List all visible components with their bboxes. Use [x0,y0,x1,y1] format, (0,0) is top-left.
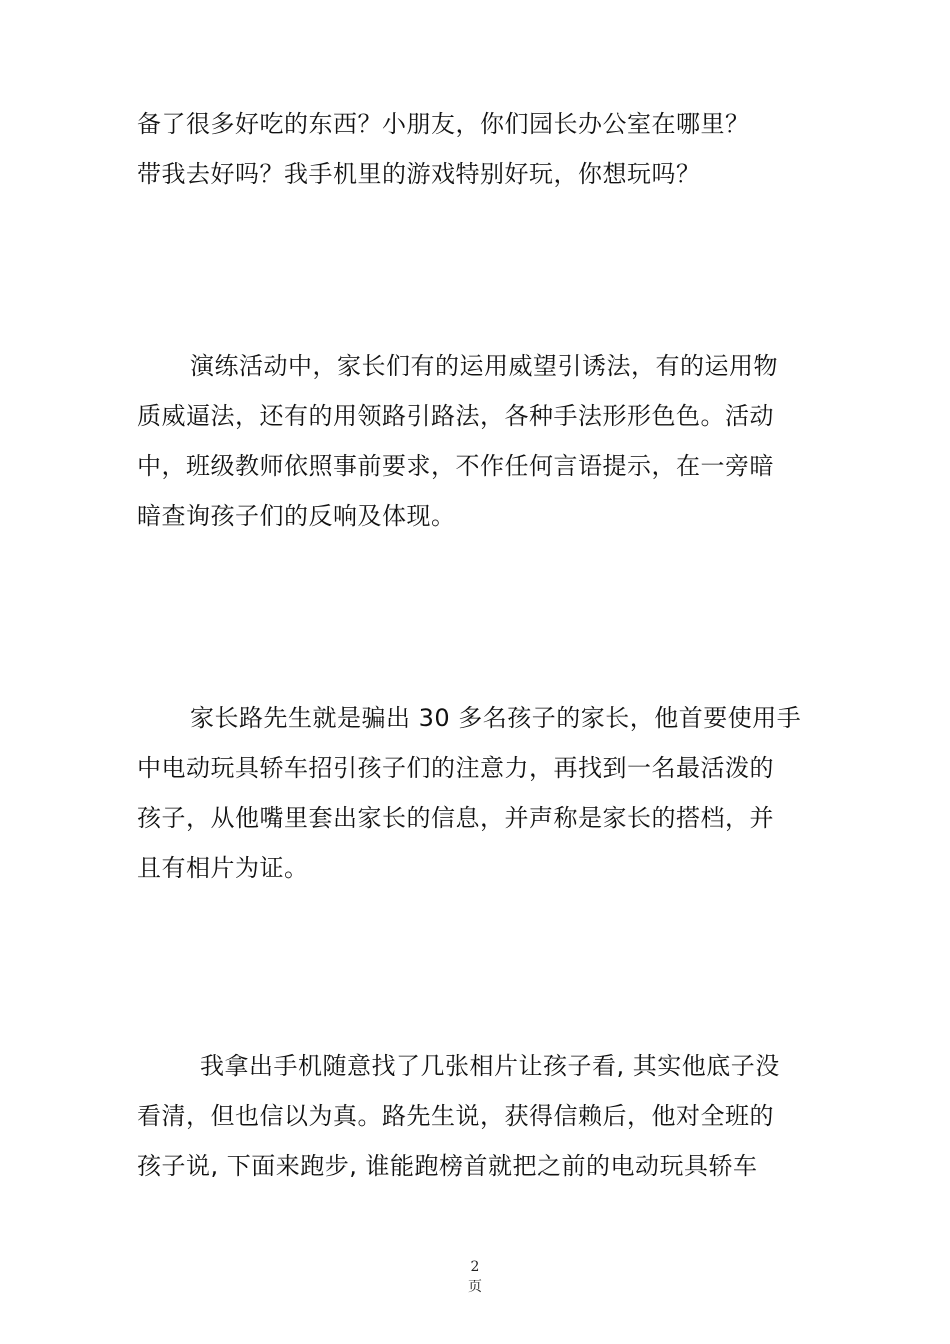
page-label: 页 [468,1279,482,1295]
paragraph-4-line-2: 看清，但也信以为真。路先生说，获得信赖后，他对全班的 [137,1102,774,1130]
paragraph-3-line-1: 家长路先生就是骗出 30 多名孩子的家长，他首要使用手 [190,704,802,732]
paragraph-4-line-3: 孩子说, 下面来跑步, 谁能跑榜首就把之前的电动玩具轿车 [137,1152,758,1180]
paragraph-1-line-2: 带我去好吗？我手机里的游戏特别好玩，你想玩吗？ [137,160,701,188]
page-number: 2 [470,1259,480,1275]
paragraph-3-line-4: 且有相片为证。 [137,854,309,882]
paragraph-2-line-4: 暗查询孩子们的反响及体现。 [137,502,456,530]
paragraph-3-line-3: 孩子，从他嘴里套出家长的信息，并声称是家长的搭档，并 [137,804,774,832]
paragraph-2-line-2: 质威逼法，还有的用领路引路法，各种手法形形色色。活动 [137,402,774,430]
paragraph-2-line-3: 中，班级教师依照事前要求，不作任何言语提示，在一旁暗 [137,452,774,480]
paragraph-3-line-2: 中电动玩具轿车招引孩子们的注意力，再找到一名最活泼的 [137,754,774,782]
paragraph-1-line-1: 备了很多好吃的东西？小朋友，你们园长办公室在哪里？ [137,110,750,138]
paragraph-4-line-1: 我拿出手机随意找了几张相片让孩子看, 其实他底子没 [200,1052,780,1080]
paragraph-2-line-1: 演练活动中，家长们有的运用威望引诱法，有的运用物 [190,352,778,380]
